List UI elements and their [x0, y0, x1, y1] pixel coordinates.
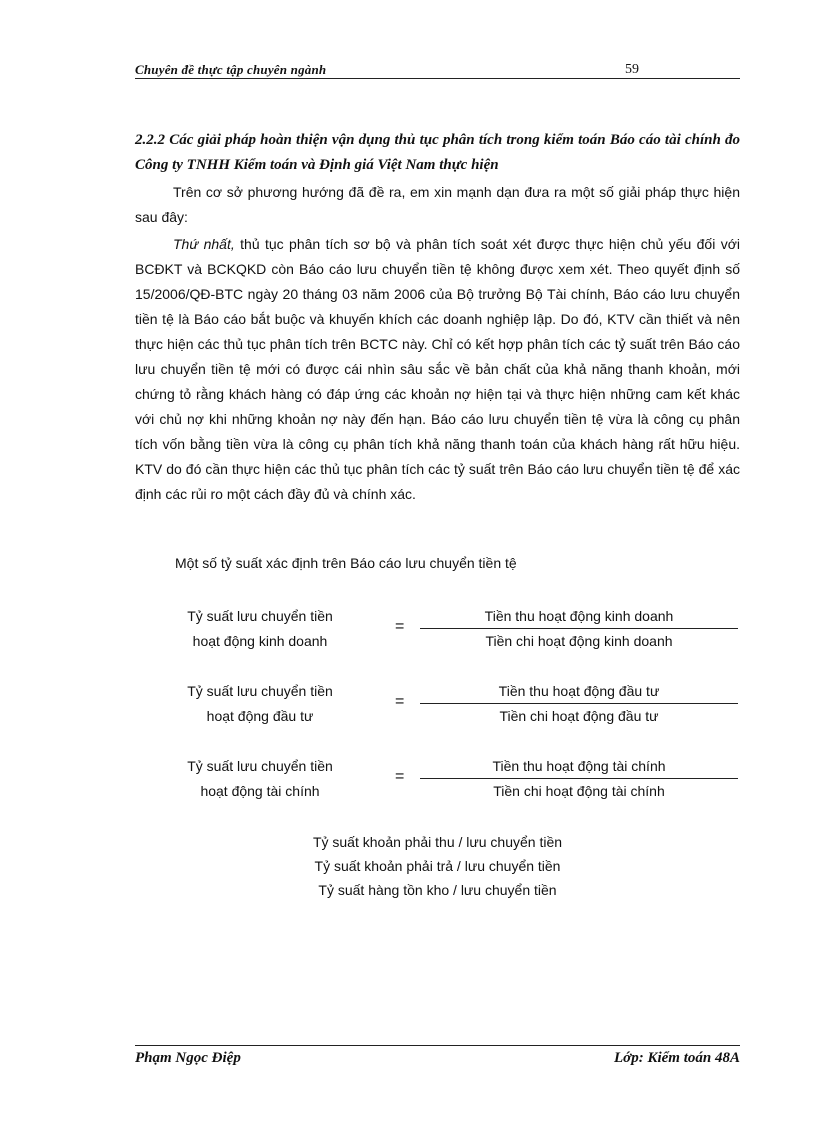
ratio-fraction	[420, 679, 738, 728]
paragraph-intro-text: Trên cơ sở phương hướng đã đề ra, em xin mạnh dạn đưa ra một số giải pháp thực hiện sau đây:	[135, 184, 740, 225]
ratio-fraction	[420, 604, 738, 653]
ratio-denominator: Tiền chi hoạt động tài chính	[493, 783, 665, 799]
class-name: Lớp: Kiểm toán 48A	[614, 1050, 740, 1066]
ratio-formula	[150, 754, 740, 806]
page-footer	[135, 1045, 740, 1066]
ratio-name-line2: hoạt động tài chính	[200, 783, 320, 799]
ratio-name	[150, 604, 370, 654]
page-number: 59	[625, 62, 639, 77]
paragraph-intro	[135, 180, 740, 230]
equals-sign: =	[395, 693, 405, 710]
ratio-denominator: Tiền chi hoạt động đầu tư	[499, 708, 659, 724]
author-name: Phạm Ngọc Điệp	[135, 1050, 241, 1066]
ratio-name	[150, 754, 370, 804]
equals-sign: =	[395, 618, 405, 635]
ratio-numerator: Tiền thu hoạt động kinh doanh	[420, 604, 738, 629]
paragraph-first-solution	[135, 232, 740, 507]
list-item: Tỷ suất khoản phải trả / lưu chuyển tiền	[314, 858, 561, 874]
ratio-numerator: Tiền thu hoạt động đầu tư	[420, 679, 738, 704]
ratio-name-line1: Tỷ suất lưu chuyển tiền	[187, 608, 333, 624]
ratio-formula	[150, 604, 740, 656]
ratio-name-line2: hoạt động đầu tư	[206, 708, 314, 724]
list-item: Tỷ suất hàng tồn kho / lưu chuyển tiền	[318, 882, 557, 898]
ratio-formula	[150, 679, 740, 731]
ratio-name-line1: Tỷ suất lưu chuyển tiền	[187, 758, 333, 774]
ratio-intro: Một số tỷ suất xác định trên Báo cáo lưu chuyển tiền tệ	[175, 555, 517, 571]
ratio-name-line2: hoạt động kinh doanh	[192, 633, 328, 649]
ratio-denominator: Tiền chi hoạt động kinh doanh	[485, 633, 673, 649]
ratio-name-line1: Tỷ suất lưu chuyển tiền	[187, 683, 333, 699]
paragraph-body: thủ tục phân tích sơ bộ và phân tích soát xét được thực hiện chủ yếu đối với BCĐKT và BCKQKD còn Báo cáo lưu chuyển tiền tệ không được xem xét. Theo quyết định số 15/2006/QĐ-BTC ngày 20 tháng 03 năm 2006 của Bộ trưởng Bộ Tài chính, Báo cáo lưu chuyển tiền tệ là Báo cáo bắt buộc và khuyến khích các doanh nghiệp lập. Do đó, KTV cần thiết và nên thực hiện các thủ tục phân tích trên BCTC này. Chỉ có kết hợp phân tích các tỷ suất trên Báo cáo lưu chuyển tiền tệ mới có được cái nhìn sâu sắc về bản chất của khả năng thanh khoản, mới chứng tỏ rằng khách hàng có đáp ứng các khoản nợ hiện tại và thực hiện những cam kết khác với chủ nợ khi những khoản nợ này đến hạn. Báo cáo lưu chuyển tiền tệ vừa là công cụ phân tích vốn bằng tiền vừa là công cụ phân tích khả năng thanh toán của khách hàng rất hữu hiệu. KTV do đó cần thực hiện các thủ tục phân tích các tỷ suất trên Báo cáo lưu chuyển tiền tệ để xác định các rủi ro một cách đầy đủ và chính xác.	[135, 236, 740, 502]
ratio-fraction	[420, 754, 738, 803]
paragraph-lead: Thứ nhất,	[173, 236, 235, 252]
extra-ratio-list	[135, 830, 740, 902]
document-title: Chuyên đề thực tập chuyên ngành	[135, 62, 327, 77]
section-heading: 2.2.2 Các giải pháp hoàn thiện vận dụng thủ tục phân tích trong kiểm toán Báo cáo tài chính đo Công ty TNHH Kiểm toán và Định giá Việt Nam thực hiện	[135, 132, 740, 173]
equals-sign: =	[395, 768, 405, 785]
ratio-name	[150, 679, 370, 729]
ratio-numerator: Tiền thu hoạt động tài chính	[420, 754, 738, 779]
page-header	[135, 62, 740, 79]
list-item: Tỷ suất khoản phải thu / lưu chuyển tiền	[312, 834, 563, 850]
